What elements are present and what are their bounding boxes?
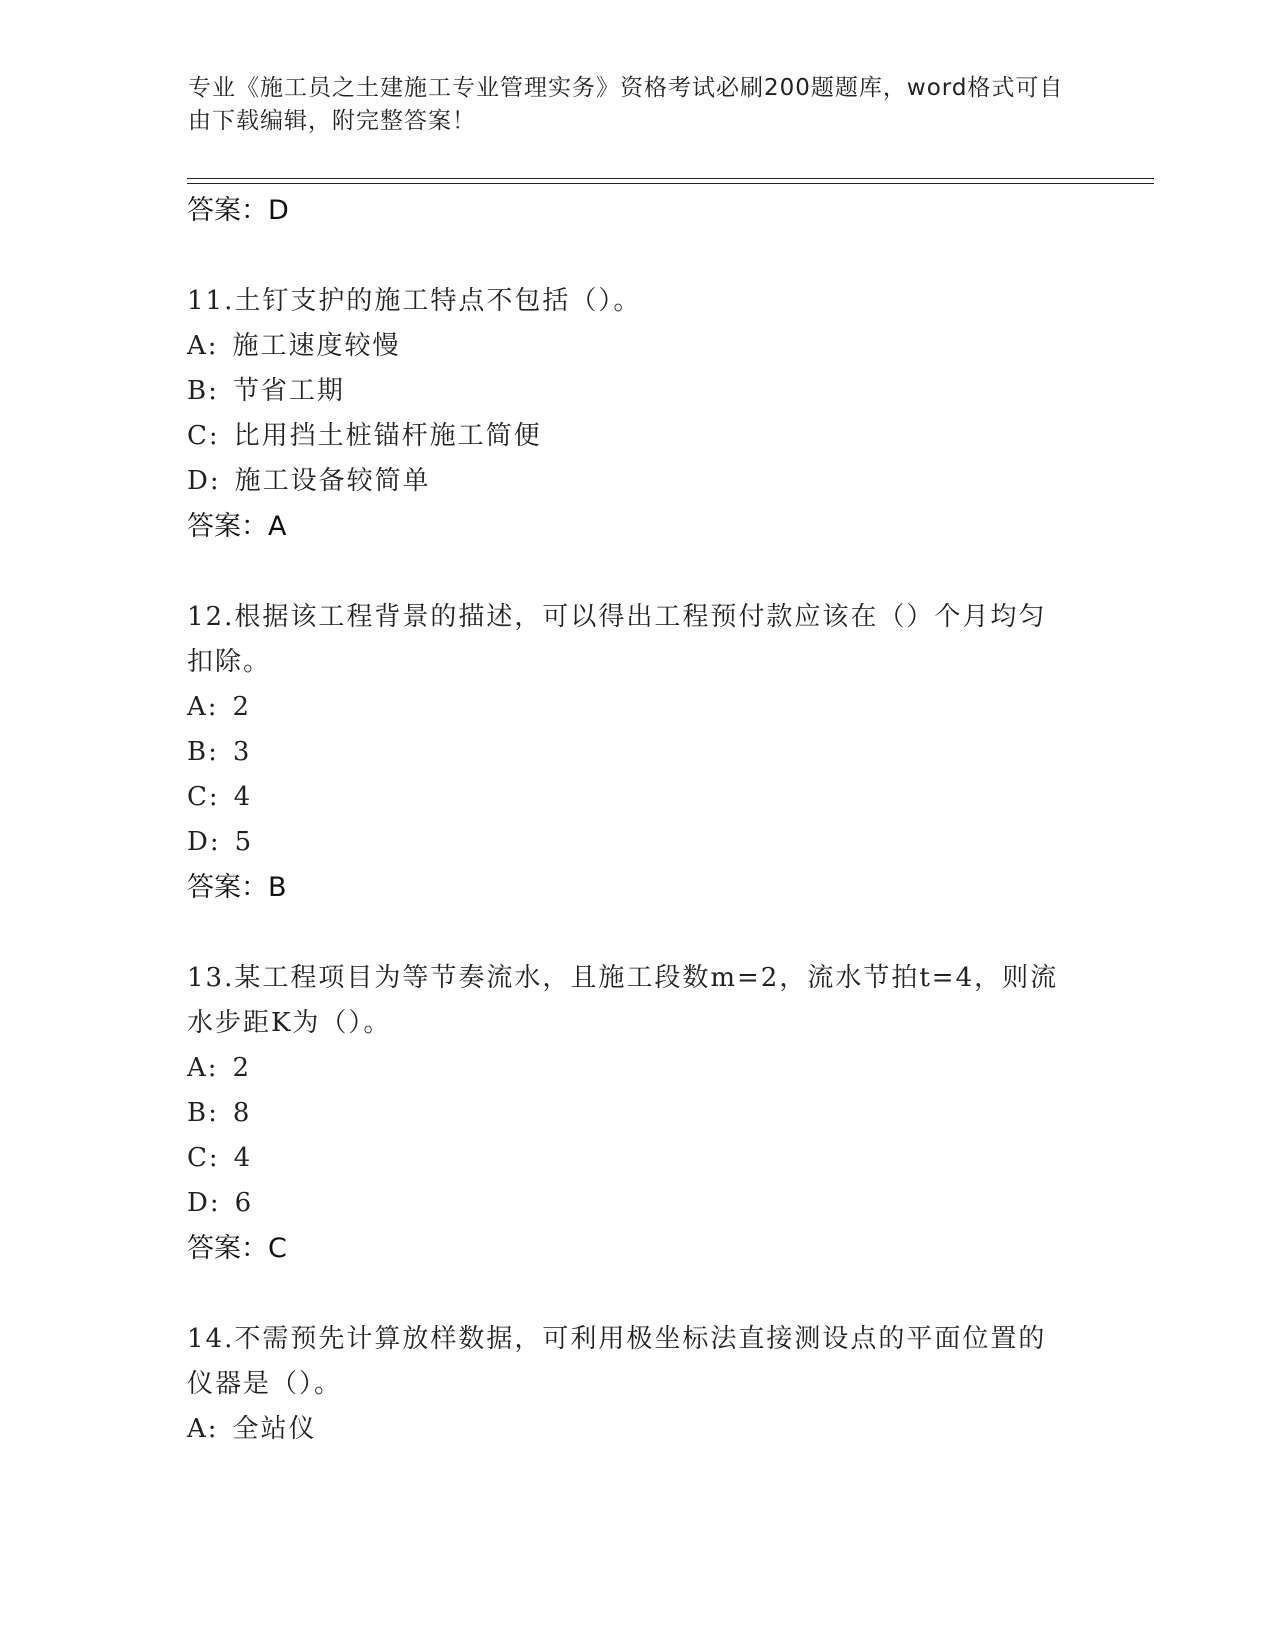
option-d: D: 施工设备较简单 [187, 466, 431, 496]
question-12 [187, 595, 1087, 910]
question-list [187, 188, 1087, 1452]
question-13 [187, 956, 1087, 1271]
option-c: C: 比用挡土桩锚杆施工简便 [187, 421, 542, 451]
option-a: A: 施工速度较慢 [187, 331, 401, 361]
header-rule-bottom [187, 183, 1154, 184]
header-rule-top [187, 178, 1154, 179]
previous-answer: 答案：D [187, 195, 289, 226]
option-b: B: 8 [187, 1098, 252, 1128]
answer-line: 答案：C [187, 1233, 287, 1264]
question-stem: 13.某工程项目为等节奏流水，且施工段数m=2，流水节拍t=4，则流水步距K为（）。 [187, 963, 1059, 1038]
option-c: C: 4 [187, 782, 253, 812]
question-14 [187, 1317, 1087, 1452]
document-header: 专业《施工员之土建施工专业管理实务》资格考试必刷200题题库，word格式可自由下载编辑，附完整答案！ [188, 75, 1064, 134]
question-stem: 12.根据该工程背景的描述，可以得出工程预付款应该在（）个月均匀扣除。 [187, 602, 1047, 677]
question-stem: 14.不需预先计算放样数据，可利用极坐标法直接测设点的平面位置的仪器是（）。 [187, 1324, 1047, 1399]
option-d: D: 5 [187, 827, 254, 857]
answer-line: 答案：A [187, 511, 287, 542]
answer-line: 答案：B [187, 872, 287, 903]
question-11 [187, 279, 1087, 549]
option-b: B: 节省工期 [187, 376, 345, 406]
option-c: C: 4 [187, 1143, 253, 1173]
option-b: B: 3 [187, 737, 252, 767]
option-d: D: 6 [187, 1188, 254, 1218]
option-a: A: 2 [187, 692, 252, 722]
question-stem: 11.土钉支护的施工特点不包括（）。 [187, 286, 642, 316]
option-a: A: 全站仪 [187, 1414, 317, 1444]
option-a: A: 2 [187, 1053, 252, 1083]
